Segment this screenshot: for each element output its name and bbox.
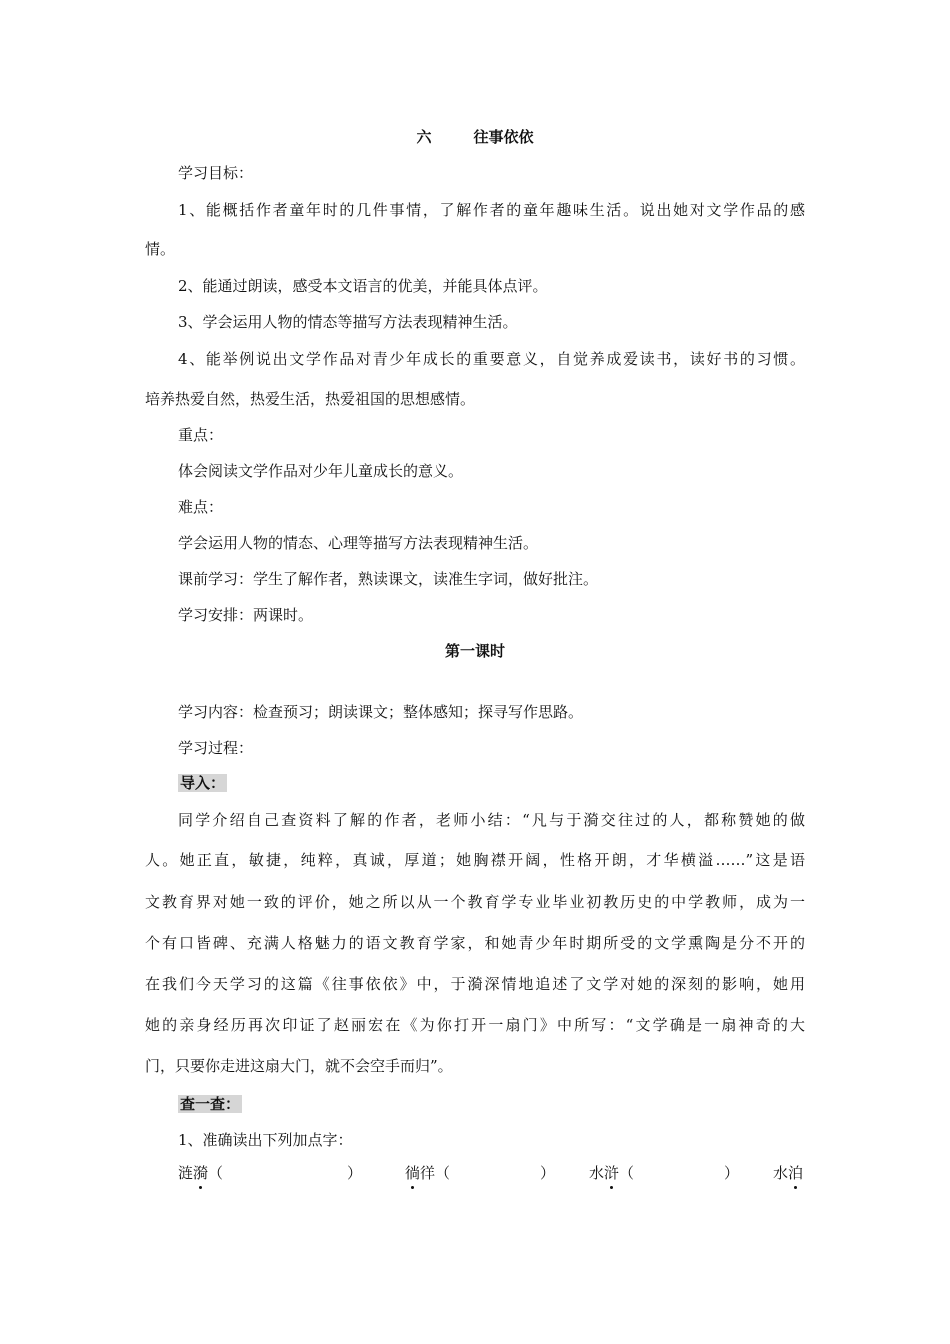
word-1-pre: 涟 [178,1164,194,1182]
word-item-3: 水浒（ ） [589,1164,740,1182]
intro-line-1: 同学介绍自己查资料了解的作者，老师小结：“凡与于漪交往过的人，都称赞她的做 [178,811,805,829]
key-point-heading: 重点： [178,426,224,444]
objective-1-line-1: 1、能概括作者童年时的几件事情，了解作者的童年趣味生活。说出她对文学作品的感 [178,201,805,219]
key-point-text: 体会阅读文学作品对少年儿童成长的意义。 [178,462,464,480]
intro-line-4: 个有口皆碑、充满人格魅力的语文教育学家，和她青少年时期所受的文学熏陶是分不开的 [145,934,805,952]
schedule: 学习安排：两课时。 [178,606,314,624]
intro-line-6: 她的亲身经历再次印证了赵丽宏在《为你打开一扇门》中所写：“文学确是一扇神奇的大 [145,1016,805,1034]
check-heading-label: 查一查： [180,1095,241,1113]
word-2-dotted-char: 徜 [405,1164,421,1182]
word-1-dotted-char: 漪 [193,1164,209,1182]
word-3-dotted-char: 浒 [604,1164,620,1182]
difficult-point-text: 学会运用人物的情态、心理等描写方法表现精神生活。 [178,534,539,552]
intro-line-7: 门，只要你走进这扇大门，就不会空手而归”。 [145,1057,453,1075]
word-3-pre: 水 [589,1164,605,1182]
check-instruction: 1、准确读出下列加点字： [178,1131,353,1149]
lesson-1-heading: 第一课时 [444,642,505,660]
objectives-heading: 学习目标： [178,164,254,182]
page-title [145,127,805,147]
objective-3: 3、学会运用人物的情态等描写方法表现精神生活。 [178,313,518,331]
word-2-post: 徉 [420,1164,436,1182]
objective-1-line-2: 情。 [145,240,176,258]
title-number: 六 [416,128,432,146]
pre-study: 课前学习：学生了解作者，熟读课文，读准生字词，做好批注。 [178,570,599,588]
objective-4-line-1: 4、能举例说出文学作品对青少年成长的重要意义，自觉养成爱读书，读好书的习惯。 [178,350,805,368]
difficult-point-heading: 难点： [178,498,224,516]
word-item-2: 徜徉（ ） [405,1164,556,1182]
word-item-1: 涟漪（ ） [178,1164,363,1182]
lesson-1-content: 学习内容：检查预习；朗读课文；整体感知；探寻写作思路。 [178,703,584,721]
title-name: 往事依依 [473,128,534,146]
check-heading [178,1094,242,1114]
intro-heading-label: 导入： [180,774,226,792]
intro-line-2: 人。她正直，敏捷，纯粹，真诚，厚道；她胸襟开阔，性格开朗，才华横溢……”这是语 [145,851,805,869]
word-4-pre: 水 [773,1164,789,1182]
intro-heading [178,773,227,793]
word-4-dotted-char: 泊 [788,1164,804,1182]
lesson-1-process: 学习过程： [178,739,254,757]
word-item-4 [773,1163,803,1183]
objective-2: 2、能通过朗读，感受本文语言的优美，并能具体点评。 [178,277,548,295]
intro-line-3: 文教育界对她一致的评价，她之所以从一个教育学专业毕业初教历史的中学教师，成为一 [145,893,805,911]
intro-line-5: 在我们今天学习的这篇《往事依依》中，于漪深情地追述了文学对她的深刻的影响，她用 [145,975,805,993]
objective-4-line-2: 培养热爱自然，热爱生活，热爱祖国的思想感情。 [145,390,476,408]
